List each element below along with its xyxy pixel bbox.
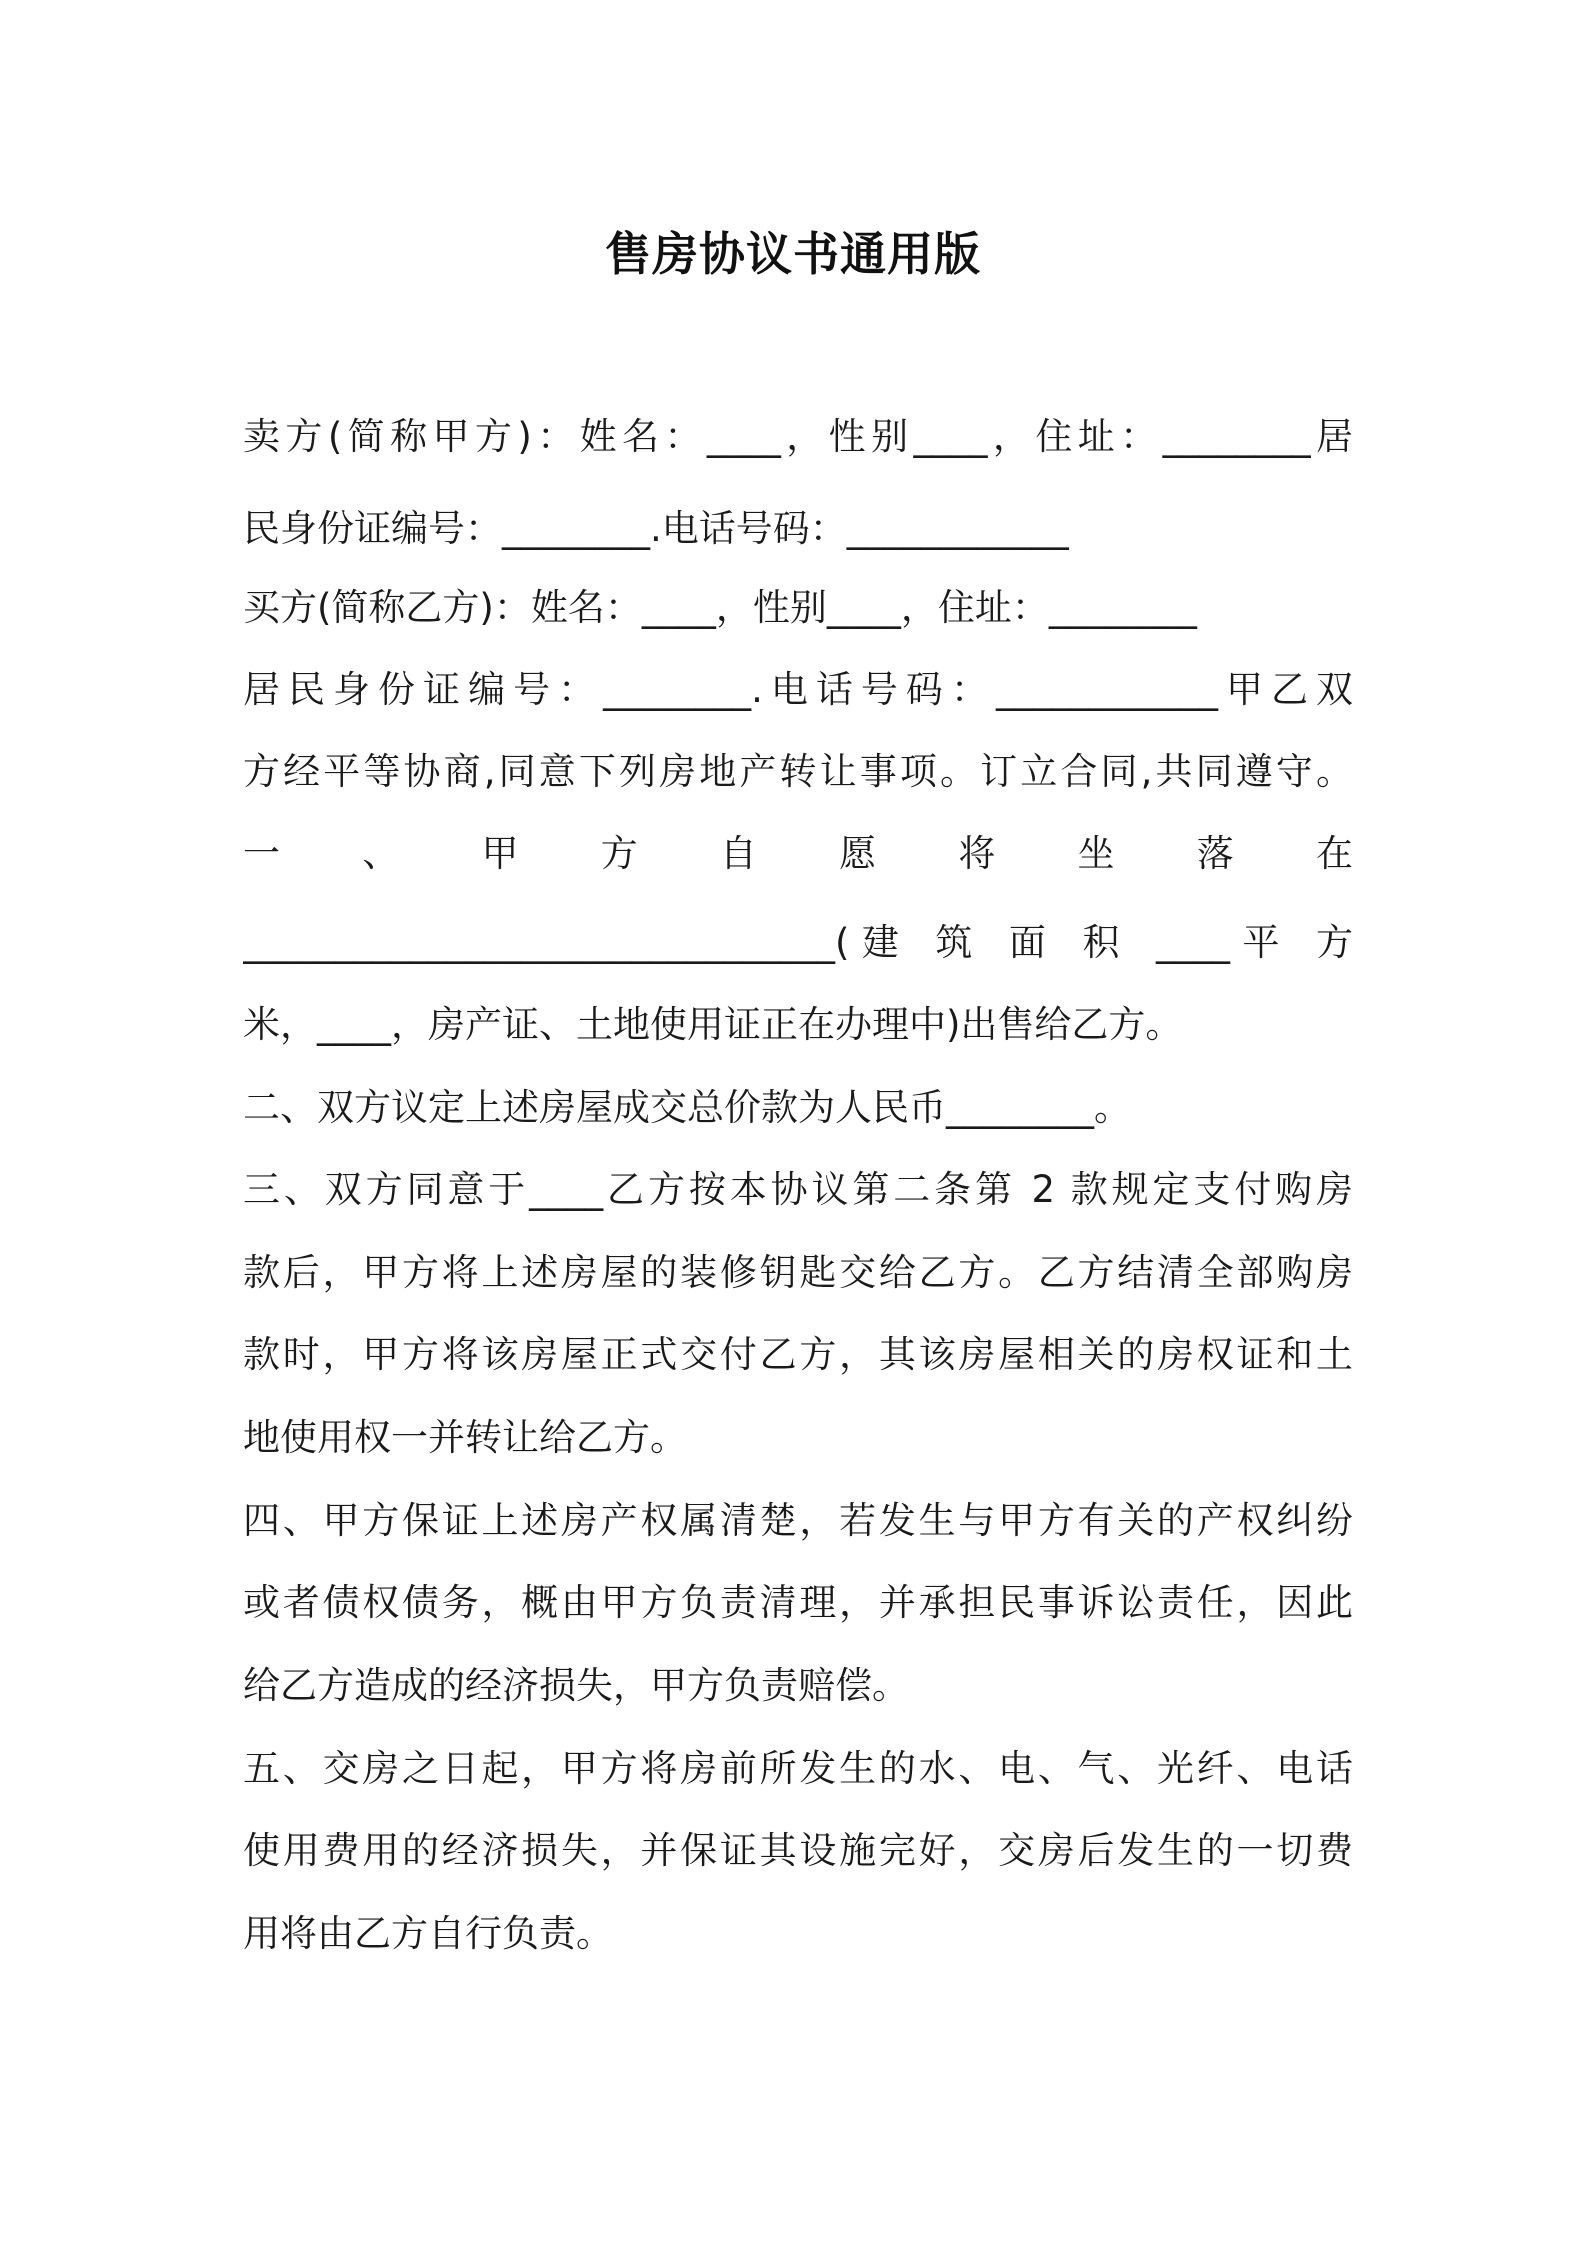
seller-line-1: 卖方(简称甲方)：姓名：____，性别____，住址：________居: [243, 415, 1353, 458]
clause-1-line-3: 米，____，房产证、土地使用证正在办理中)出售给乙方。: [243, 1003, 1183, 1046]
buyer-line-2: 居民身份证编号：________.电话号码：____________甲乙双: [243, 668, 1353, 711]
clause-3-line-1: 三、双方同意于____乙方按本协议第二条第 2 款规定支付购房: [243, 1168, 1353, 1211]
document-title: 售房协议书通用版: [605, 227, 981, 281]
clause-2-line: 二、双方议定上述房屋成交总价款为人民币________。: [243, 1086, 1131, 1129]
clause-3-line-3: 款时，甲方将该房屋正式交付乙方，其该房屋相关的房权证和土: [243, 1333, 1353, 1376]
clause-1-line-2: ________________________________(建 筑 面 积 ____平 方: [243, 921, 1353, 964]
buyer-line-1: 买方(简称乙方)：姓名：____，性别____，住址：________: [243, 586, 1197, 629]
clause-3-line-4: 地使用权一并转让给乙方。: [243, 1416, 687, 1459]
clause-5-line-3: 用将由乙方自行负责。: [243, 1912, 613, 1955]
clause-4-line-2: 或者债权债务，概由甲方负责清理，并承担民事诉讼责任，因此: [243, 1581, 1353, 1624]
clause-1-line-1: 一 、 甲 方 自 愿 将 坐 落 在: [243, 832, 1353, 875]
clause-5-line-2: 使用费用的经济损失，并保证其设施完好，交房后发生的一切费: [243, 1829, 1353, 1872]
clause-4-line-1: 四、甲方保证上述房产权属清楚，若发生与甲方有关的产权纠纷: [243, 1499, 1353, 1542]
clause-5-line-1: 五、交房之日起，甲方将房前所发生的水、电、气、光纤、电话: [243, 1747, 1353, 1790]
clause-4-line-3: 给乙方造成的经济损失，甲方负责赔偿。: [243, 1664, 909, 1707]
seller-line-2: 民身份证编号：________.电话号码：____________: [243, 507, 1069, 550]
clause-3-line-2: 款后，甲方将上述房屋的装修钥匙交给乙方。乙方结清全部购房: [243, 1251, 1353, 1294]
agreement-intro-line: 方经平等协商,同意下列房地产转让事项。订立合同,共同遵守。: [243, 750, 1353, 793]
